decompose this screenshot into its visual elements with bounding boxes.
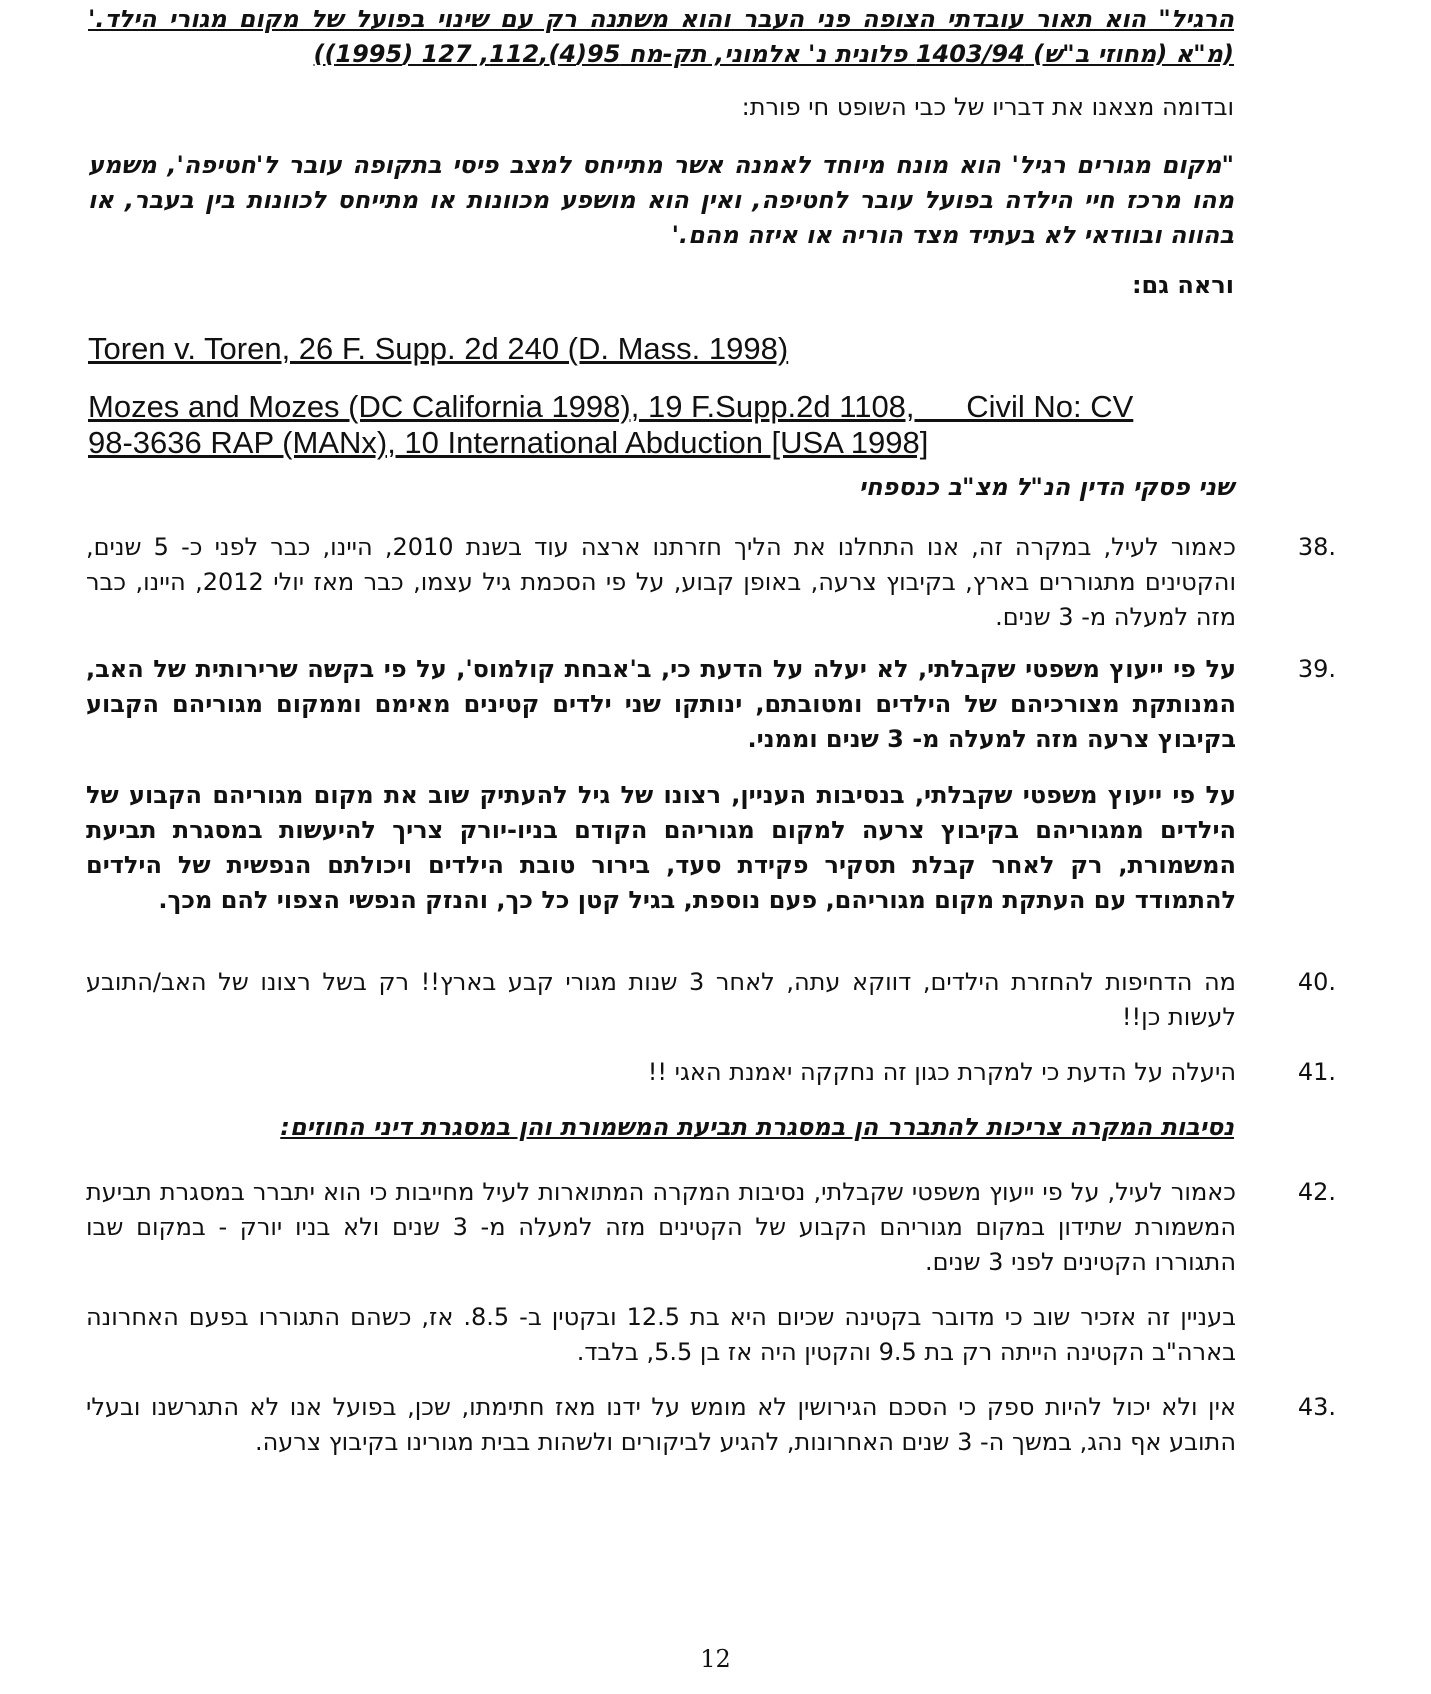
- paragraph-number: 43.: [1297, 1393, 1336, 1421]
- section-heading: נסיבות המקרה צריכות להתברר הן במסגרת תביעת המשמורת והן במסגרת דיני החוזים:: [280, 1113, 1234, 1141]
- case-citation-mozes-line2: 98-3636 RAP (MANx), 10 International Abduction [USA 1998]: [88, 425, 929, 460]
- case-citation-mozes-line1: Mozes and Mozes (DC California 1998), 19 F.Supp.2d 1108, Civil No: CV: [88, 389, 1134, 424]
- paragraph-text: כאמור לעיל, על פי ייעוץ משפטי שקבלתי, נסיבות המקרה המתוארות לעיל מחייבות כי הוא יתברר במסגרת תביעת המשמורת שתידון במקום מגוריהם הקבוע של הקטינים מזה למעלה מ- 3 שנים ולא בניו יורק - במקום שבו התגוררו הקטינים לפני 3 שנים.: [86, 1178, 1236, 1276]
- paragraph-text: בעניין זה אזכיר שוב כי מדובר בקטינה שכיום היא בת 12.5 ובקטין ב- 8.5. אז, כשהם התגוררו בפעם האחרונה בארה"ב הקטינה הייתה רק בת 9.5 והקטין היה אז בן 5.5, בלבד.: [86, 1303, 1236, 1366]
- paragraph-text: על פי ייעוץ משפטי שקבלתי, לא יעלה על הדעת כי, ב'אבחת קולמוס', על פי בקשה שרירותית של האב, המנותקת מצורכיהם של הילדים ומטובתם, ינותקו שני ילדים קטינים מאימם וממקום מגוריהם הקבוע בקיבוץ צרעה מזה למעלה מ- 3 שנים וממני.: [86, 655, 1236, 753]
- paragraph-text: היעלה על הדעת כי למקרת כגון זה נחקקה יאמנת האגי !!: [647, 1058, 1236, 1086]
- paragraph-number: 40.: [1297, 968, 1336, 996]
- paragraph-text: מה הדחיפות להחזרת הילדים, דווקא עתה, לאחר 3 שנות מגורי קבע בארץ!! רק בשל רצונו של האב/התובע לעשות כן!!: [86, 968, 1236, 1031]
- paragraph-number: 39.: [1297, 655, 1336, 683]
- case-citation-toren: Toren v. Toren, 26 F. Supp. 2d 240 (D. Mass. 1998): [88, 331, 789, 366]
- page-number: 12: [700, 1645, 731, 1673]
- paragraph-number: 41.: [1297, 1058, 1336, 1086]
- paragraph-text: כאמור לעיל, במקרה זה, אנו התחלנו את הליך חזרתנו ארצה עוד בשנת 2010, היינו, כבר לפני כ- 5 שנים, והקטינים מתגוררים בארץ, בקיבוץ צרעה, באופן קבוע, על פי הסכמת גיל עצמו, כבר מאז יולי 2012, היינו, כבר מזה למעלה מ- 3 שנים.: [86, 533, 1236, 631]
- see-also-label: וראה גם:: [1131, 271, 1234, 299]
- quote-two: "מקום מגורים רגיל' הוא מונח מיוחד לאמנה אשר מתייחס למצב פיסי בתקופה עובר ל'חטיפה', משמע מהו מרכז חיי הילדה בפועל עובר לחטיפה, ואין הוא מושפע מכוונות או מתייחס לכוונות בין בעבר, או בהווה ובוודאי לא בעתיד מצד הוריה או איזה מהם.': [88, 151, 1234, 249]
- intro-two: ובדומה מצאנו את דבריו של כבי השופט חי פורת:: [741, 93, 1234, 121]
- paragraph-number: 42.: [1297, 1178, 1336, 1206]
- paragraph-text: אין ולא יכול להיות ספק כי הסכם הגירושין לא מומש על ידנו מאז חתימתו, שכן, בפועל אנו לא התגרשנו ובעלי התובע אף נהג, במשך ה- 3 שנים האחרונות, להגיע לביקורים ולשהות בבית מגורינו בקיבוץ צרעה.: [86, 1393, 1236, 1456]
- paragraph-number: 38.: [1297, 533, 1336, 561]
- quote-one: הרגיל" הוא תאור עובדתי הצופה פני העבר והוא משתנה רק עם שינוי בפועל של מקום מגורי הילד.' (מ"א (מחוזי ב"ש) 1403/94 פלונית נ' אלמוני, תק-מח 95(4),112, 127 (1995)): [88, 5, 1234, 68]
- attached-note: שני פסקי הדין הנ"ל מצ"ב כנספחי: [858, 473, 1234, 501]
- paragraph-text: על פי ייעוץ משפטי שקבלתי, בנסיבות העניין, רצונו של גיל להעתיק שוב את מקום מגוריהם הקבוע של הילדים ממגוריהם בקיבוץ צרעה למקום מגוריהם הקודם בניו-יורק צריך להיעשות במסגרת תביעת המשמורת, רק לאחר קבלת תסקיר פקידת סעד, בירור טובת הילדים ויכולתם הנפשית של הילדים להתמודד עם העתקת מקום מגוריהם, פעם נוספת, בגיל קטן כל כך, והנזק הנפשי הצפוי להם מכך.: [86, 781, 1236, 914]
